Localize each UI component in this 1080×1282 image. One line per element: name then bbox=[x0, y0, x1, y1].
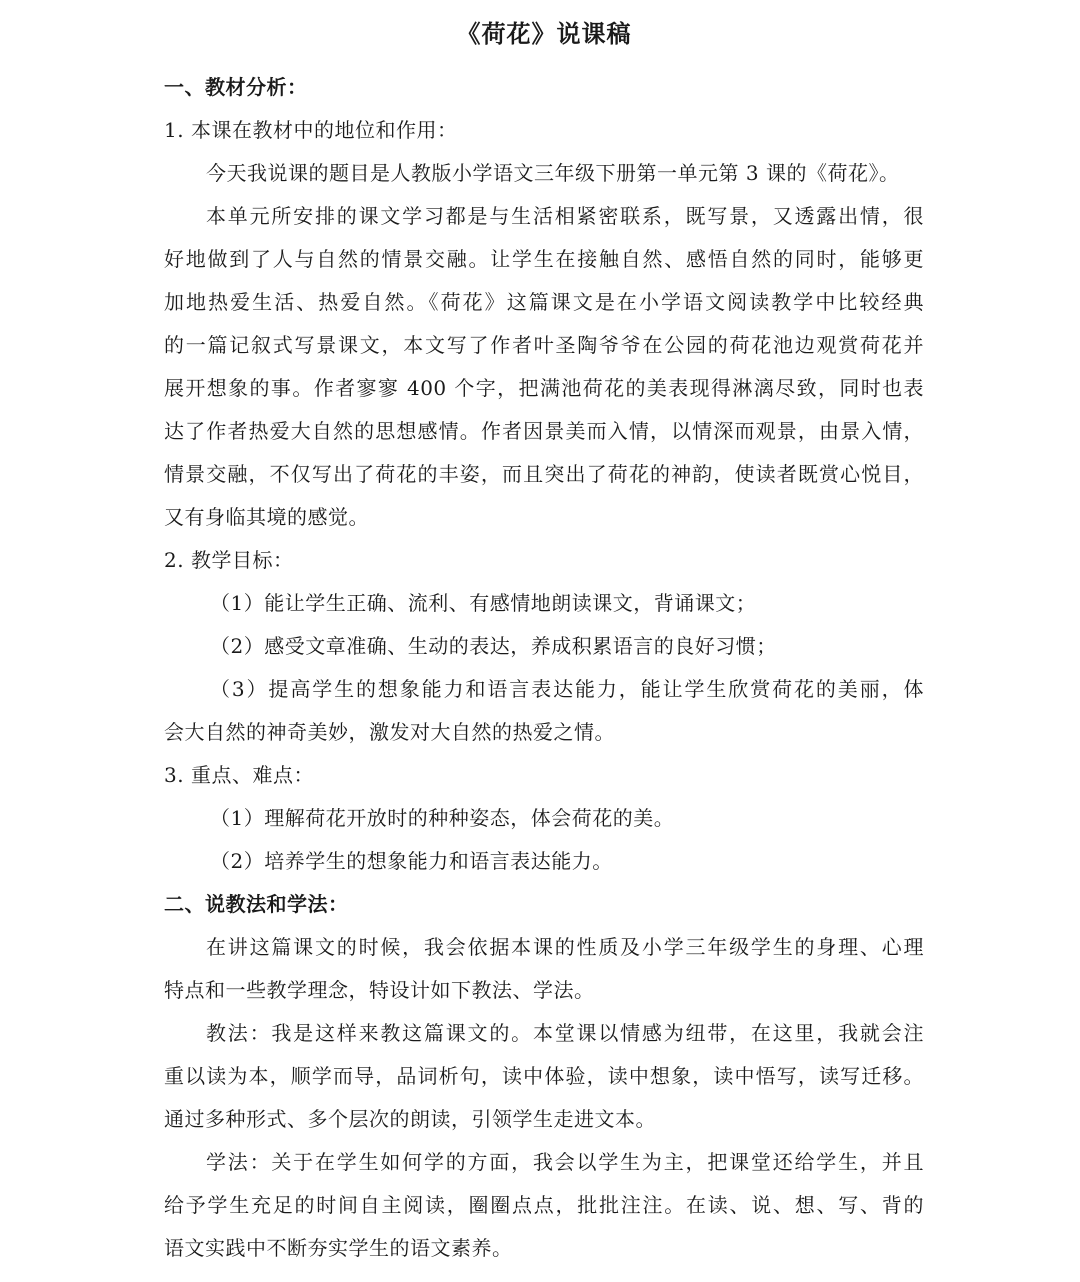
paragraph-line: 语文实践中不断夯实学生的语文素养。 bbox=[164, 1236, 513, 1260]
paragraph-line: 会大自然的神奇美妙，激发对大自然的热爱之情。 bbox=[164, 720, 615, 744]
paragraph-line: 本单元所安排的课文学习都是与生活相紧密联系，既写景，又透露出情，很 bbox=[206, 204, 924, 228]
paragraph-line: 加地热爱生活、热爱自然。《荷花》这篇课文是在小学语文阅读教学中比较经典 bbox=[164, 290, 924, 314]
section-heading: 二、说教法和学法： bbox=[164, 892, 349, 916]
paragraph-line: 特点和一些教学理念，特设计如下教法、学法。 bbox=[164, 978, 595, 1002]
paragraph-line: 今天我说课的题目是人教版小学语文三年级下册第一单元第 3 课的《荷花》。 bbox=[206, 161, 900, 185]
paragraph-line: 给予学生充足的时间自主阅读，圈圈点点，批批注注。在读、说、想、写、背的 bbox=[164, 1193, 924, 1217]
paragraph-line: 在讲这篇课文的时候，我会依据本课的性质及小学三年级学生的身理、心理 bbox=[206, 935, 924, 959]
list-item: （2）培养学生的想象能力和语言表达能力。 bbox=[210, 849, 613, 873]
list-item: （3）提高学生的想象能力和语言表达能力，能让学生欣赏荷花的美丽，体 bbox=[210, 677, 924, 701]
paragraph-line: 情景交融，不仅写出了荷花的丰姿，而且突出了荷花的神韵，使读者既赏心悦目， bbox=[164, 462, 924, 486]
paragraph-line: 学法：关于在学生如何学的方面，我会以学生为主，把课堂还给学生，并且 bbox=[206, 1150, 924, 1174]
list-item: （1）能让学生正确、流利、有感情地朗读课文，背诵课文； bbox=[210, 591, 757, 615]
subsection-heading: 3. 重点、难点： bbox=[164, 763, 314, 787]
paragraph-line: 通过多种形式、多个层次的朗读，引领学生走进文本。 bbox=[164, 1107, 656, 1131]
subsection-heading: 1. 本课在教材中的地位和作用： bbox=[164, 118, 458, 142]
paragraph-line: 的一篇记叙式写景课文，本文写了作者叶圣陶爷爷在公园的荷花池边观赏荷花并 bbox=[164, 333, 924, 357]
subsection-heading: 2. 教学目标： bbox=[164, 548, 294, 572]
document-title: 《荷花》说课稿 bbox=[456, 19, 632, 48]
document-page bbox=[164, 14, 924, 1270]
document-body bbox=[164, 66, 924, 1270]
paragraph-line: 又有身临其境的感觉。 bbox=[164, 505, 369, 529]
paragraph-line: 好地做到了人与自然的情景交融。让学生在接触自然、感悟自然的同时，能够更 bbox=[164, 247, 924, 271]
paragraph-line: 达了作者热爱大自然的思想感情。作者因景美而入情，以情深而观景，由景入情， bbox=[164, 419, 924, 443]
list-item: （1）理解荷花开放时的种种姿态，体会荷花的美。 bbox=[210, 806, 675, 830]
list-item: （2）感受文章准确、生动的表达，养成积累语言的良好习惯； bbox=[210, 634, 777, 658]
paragraph-line: 教法：我是这样来教这篇课文的。本堂课以情感为纽带，在这里，我就会注 bbox=[206, 1021, 924, 1045]
paragraph-line: 重以读为本，顺学而导，品词析句，读中体验，读中想象，读中悟写，读写迁移。 bbox=[164, 1064, 924, 1088]
section-heading: 一、教材分析： bbox=[164, 75, 308, 99]
paragraph-line: 展开想象的事。作者寥寥 400 个字，把满池荷花的美表现得淋漓尽致，同时也表 bbox=[164, 376, 924, 400]
